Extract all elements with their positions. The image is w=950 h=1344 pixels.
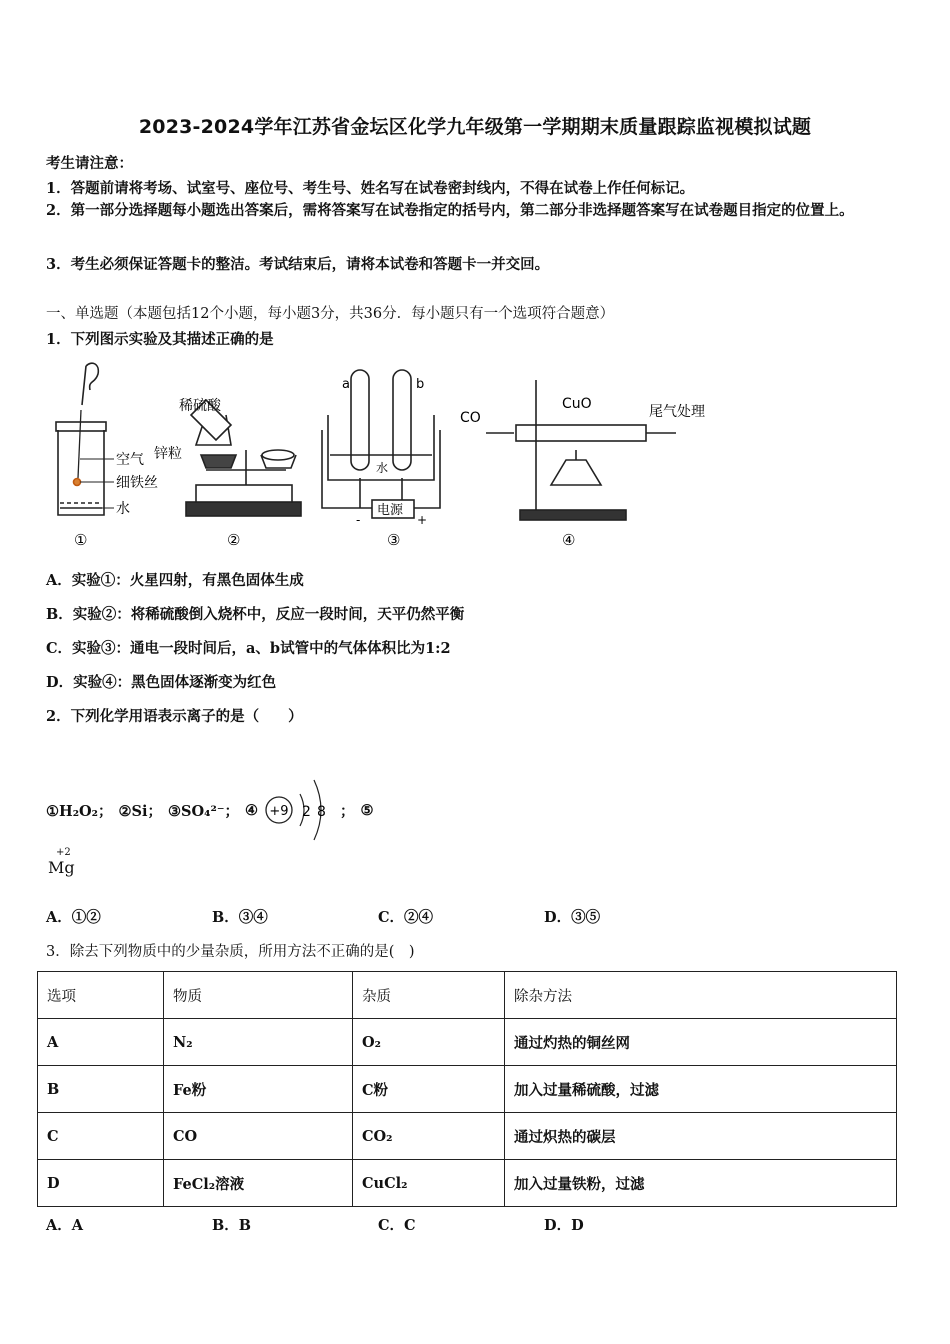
- fig3-label-plus: +: [417, 513, 428, 527]
- shell-1-electrons: 2: [302, 804, 311, 820]
- fig1-iron-combustion: [56, 363, 114, 515]
- cell-method: 通过灼热的铜丝网: [505, 1019, 897, 1066]
- header-impurity: 杂质: [353, 972, 505, 1019]
- table-row: [38, 1066, 897, 1113]
- q3-choice-c: C．C: [378, 1217, 416, 1234]
- q2-item-4: ④: [245, 801, 258, 819]
- q2-choice-d: D．③⑤: [544, 909, 601, 926]
- page-title: 2023-2024学年江苏省金坛区化学九年级第一学期期末质量跟踪监视模拟试题: [138, 116, 812, 138]
- cell-substance: CO: [164, 1113, 353, 1160]
- cell-impurity: O₂: [353, 1019, 505, 1066]
- q2-item-2: ②Si；: [118, 802, 163, 820]
- fig-number-3: ③: [387, 531, 401, 549]
- q2-choices: [46, 906, 746, 927]
- notice-item-2: 2．第一部分选择题每小题选出答案后，需将答案写在试卷指定的括号内，第二部分非选择题答案写在试卷题目指定的位置上。: [46, 202, 854, 219]
- fig3-electrolysis: [322, 370, 440, 518]
- shell-2-electrons: 8: [317, 804, 326, 820]
- fig4-label-cuo: CuO: [562, 396, 592, 412]
- q1-option-d: D．实验④：黑色固体逐渐变为红色: [46, 674, 277, 691]
- notice-item-3: 3．考生必须保证答题卡的整洁。考试结束后，请将本试卷和答题卡一并交回。: [46, 256, 550, 273]
- q1-stem: 1．下列图示实验及其描述正确的是: [46, 331, 274, 348]
- fig3-label-b: b: [416, 377, 425, 392]
- fig3-label-a: a: [342, 377, 350, 392]
- fig1-label-water: 水: [116, 501, 130, 517]
- fig2-label-acid: 稀硫酸: [179, 398, 221, 414]
- cell-substance: FeCl₂溶液: [164, 1160, 353, 1207]
- fig-number-1: ①: [74, 531, 88, 549]
- header-option: 选项: [38, 972, 164, 1019]
- table-row: [38, 1019, 897, 1066]
- header-substance: 物质: [164, 972, 353, 1019]
- nucleus-charge: +9: [269, 804, 289, 819]
- q1-option-a: A．实验①：火星四射，有黑色固体生成: [46, 572, 304, 589]
- notice-heading: 考生请注意：: [46, 155, 133, 172]
- cell-method: 通过炽热的碳层: [505, 1113, 897, 1160]
- cell-impurity: CO₂: [353, 1113, 505, 1160]
- q2-item-sep: ；: [340, 802, 355, 820]
- cell-method: 加入过量铁粉，过滤: [505, 1160, 897, 1207]
- table-row: [38, 1113, 897, 1160]
- fig2-balance: [186, 400, 301, 516]
- q1-option-c: C．实验③：通电一段时间后，a、b试管中的气体体积比为1:2: [46, 640, 451, 657]
- fig3-label-minus: -: [356, 513, 361, 527]
- q2-items: [46, 770, 380, 850]
- fig2-label-zinc: 锌粒: [154, 446, 182, 462]
- q3-choice-b: B．B: [212, 1217, 252, 1234]
- q3-choices: [46, 1214, 746, 1235]
- cell-method: 加入过量稀硫酸，过滤: [505, 1066, 897, 1113]
- q2-choice-b: B．③④: [212, 909, 268, 926]
- cell-substance: N₂: [164, 1019, 353, 1066]
- section-heading: 一、单选题（本题包括12个小题，每小题3分，共36分．每小题只有一个选项符合题意）: [46, 306, 615, 322]
- fig1-label-iron-wire: 细铁丝: [116, 475, 158, 491]
- q1-apparatus-figure: [46, 360, 726, 555]
- q2-stem: 2．下列化学用语表示离子的是（ ）: [46, 708, 303, 725]
- cell-option: D: [38, 1160, 164, 1207]
- fig4-label-tail-gas: 尾气处理: [649, 404, 705, 420]
- fig-number-2: ②: [227, 531, 241, 549]
- q2-choice-a: A．①②: [46, 909, 101, 926]
- cell-impurity: CuCl₂: [353, 1160, 505, 1207]
- cell-option: A: [38, 1019, 164, 1066]
- fluorine-ion-diagram: [264, 770, 334, 850]
- cell-option: C: [38, 1113, 164, 1160]
- fig3-label-power: 电源: [377, 503, 404, 518]
- q2-item-5: ⑤: [360, 801, 374, 819]
- q3-choice-d: D．D: [544, 1217, 584, 1234]
- mg-symbol: Mg: [48, 858, 75, 877]
- notice-item-1: 1．答题前请将考场、试室号、座位号、考生号、姓名写在试卷密封线内，不得在试卷上作任何标记。: [46, 180, 695, 197]
- table-row: [38, 1160, 897, 1207]
- fig4-label-co: CO: [460, 410, 481, 426]
- mg-charge: +2: [56, 847, 71, 858]
- q2-item-1: ①H₂O₂；: [46, 802, 113, 820]
- cell-substance: Fe粉: [164, 1066, 353, 1113]
- q3-table: [37, 971, 897, 1207]
- table-header-row: [38, 972, 897, 1019]
- q2-item-3: ③SO₄²⁻；: [168, 802, 239, 820]
- cell-option: B: [38, 1066, 164, 1113]
- q3-choice-a: A．A: [46, 1217, 84, 1234]
- q2-choice-c: C．②④: [378, 909, 434, 926]
- fig1-label-air: 空气: [116, 452, 144, 468]
- fig3-label-water: 水: [376, 461, 389, 475]
- q1-option-b: B．实验②：将稀硫酸倒入烧杯中，反应一段时间，天平仍然平衡: [46, 606, 465, 623]
- q3-stem: 3．除去下列物质中的少量杂质，所用方法不正确的是( ): [46, 944, 415, 960]
- fig-number-4: ④: [562, 531, 576, 549]
- cell-impurity: C粉: [353, 1066, 505, 1113]
- header-method: 除杂方法: [505, 972, 897, 1019]
